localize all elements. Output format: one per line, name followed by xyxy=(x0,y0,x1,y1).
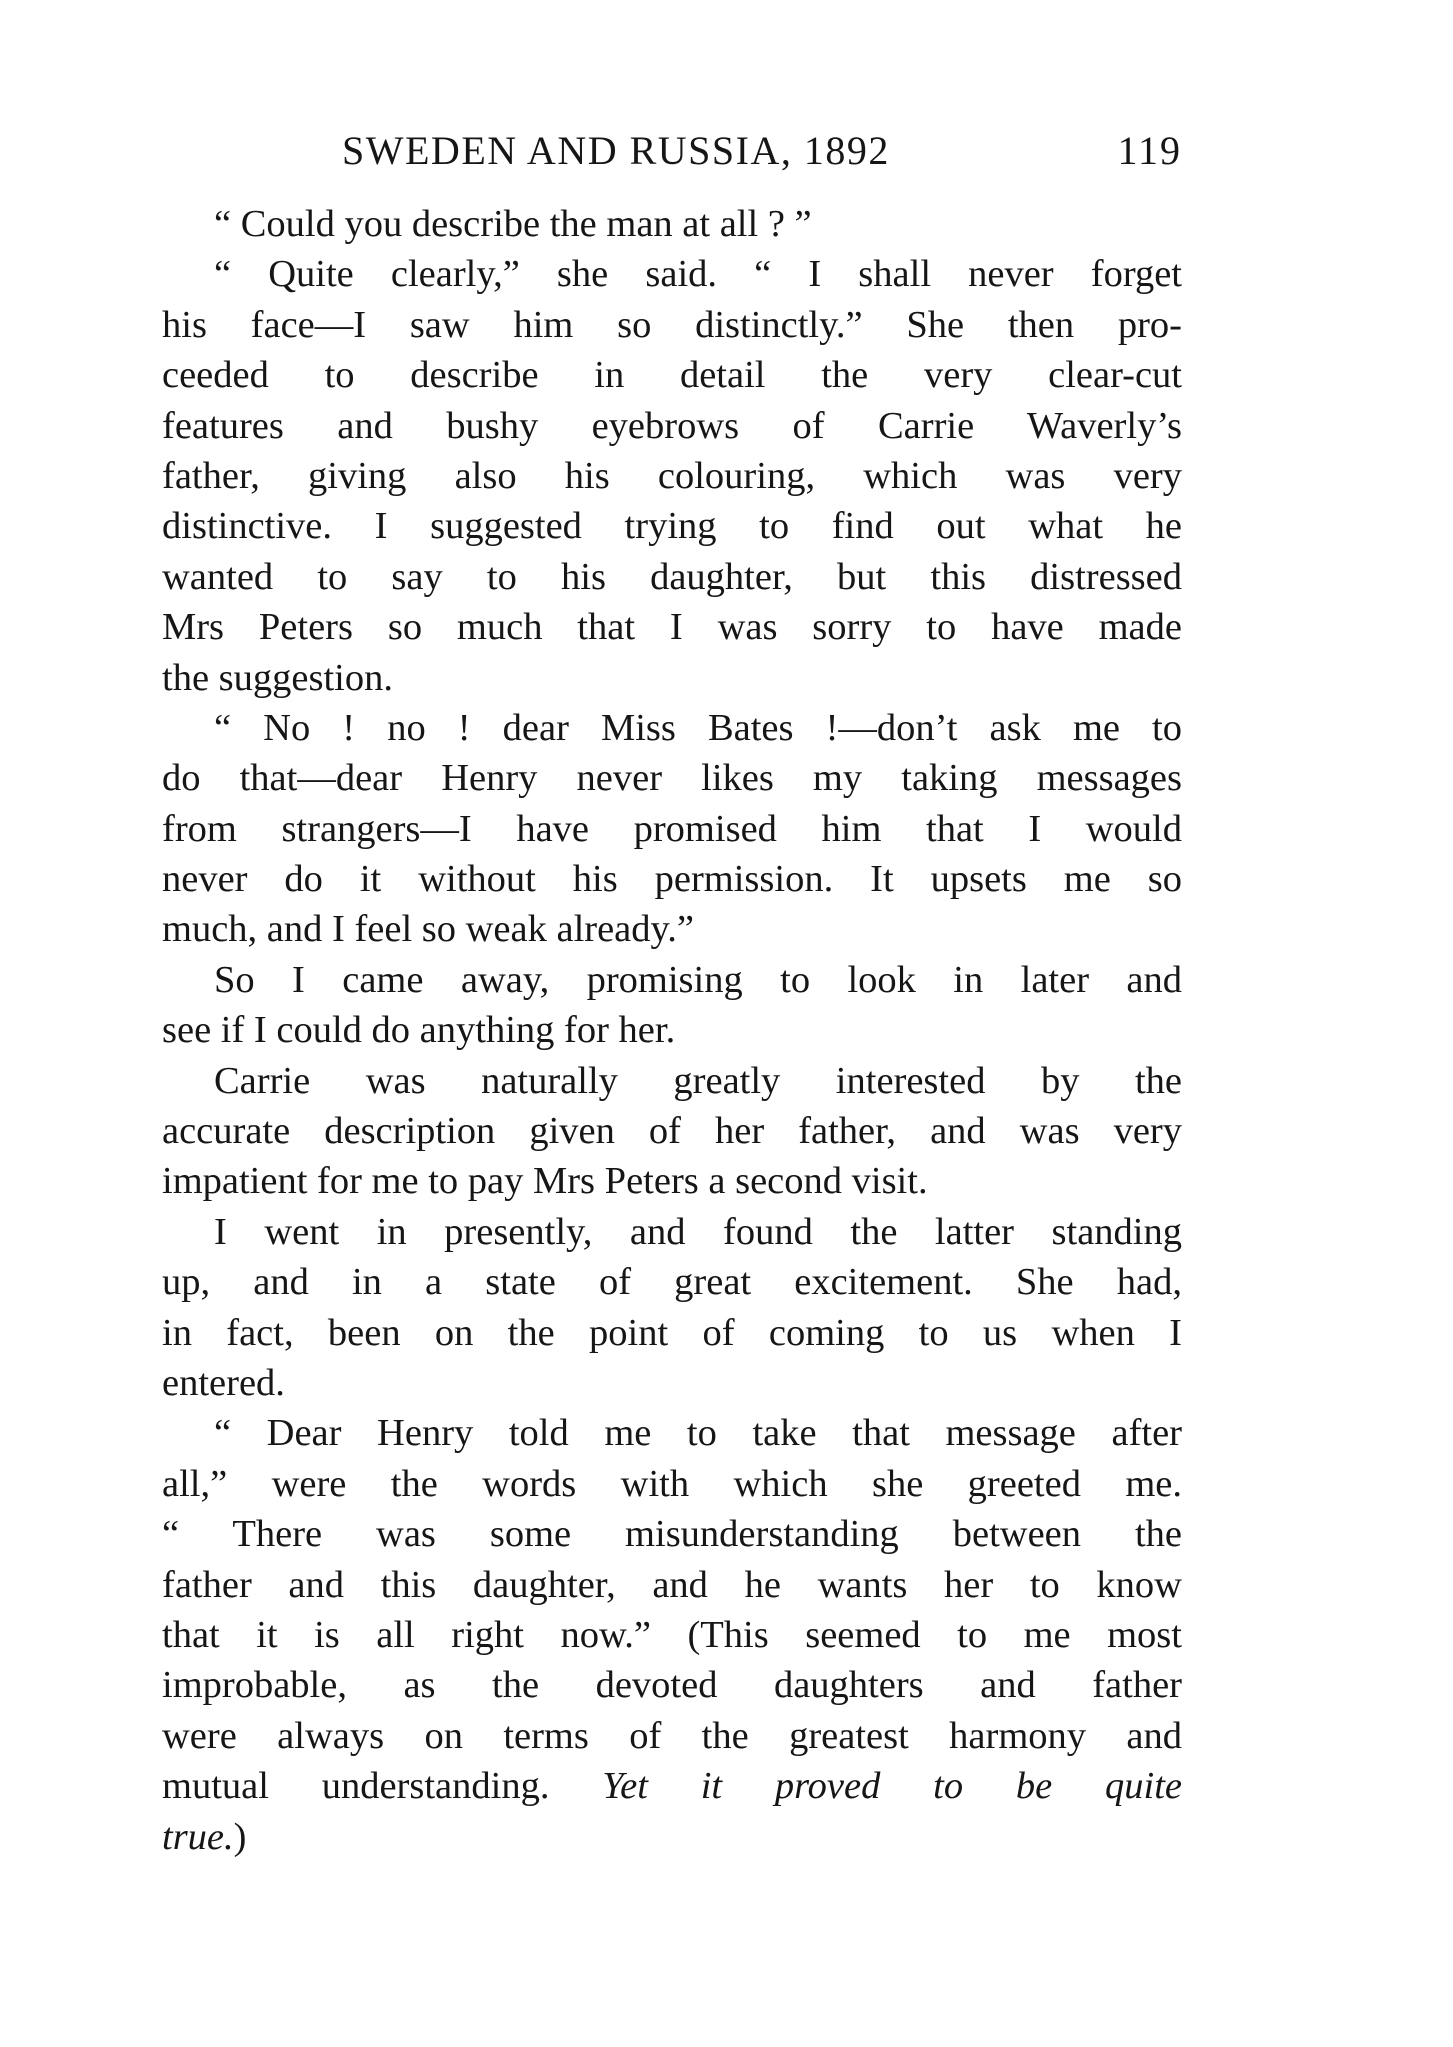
text-line: father and this daughter, and he wants her to know xyxy=(162,1563,1182,1606)
text-line: I went in presently, and found the latter standing xyxy=(214,1210,1182,1253)
text-line xyxy=(162,1761,1182,1811)
running-title: SWEDEN AND RUSSIA, 1892 xyxy=(342,128,890,173)
text-line: ceeded to describe in detail the very clear-cut xyxy=(162,354,1182,397)
text-line: So I came away, promising to look in later and xyxy=(214,958,1182,1001)
italic-text-run: true. xyxy=(162,1815,234,1858)
text-line: that it is all right now.” (This seemed to me most xyxy=(162,1613,1182,1656)
text-line: in fact, been on the point of coming to us when I xyxy=(162,1311,1182,1354)
text-line: from strangers—I have promised him that I would xyxy=(162,807,1182,850)
text-line: Carrie was naturally greatly interested by the xyxy=(214,1059,1182,1102)
text-line: were always on terms of the greatest harmony and xyxy=(162,1714,1182,1757)
text-line: wanted to say to his daughter, but this distressed xyxy=(162,555,1182,598)
text-line: up, and in a state of great excitement. She had, xyxy=(162,1261,1182,1304)
text-line: “ No ! no ! dear Miss Bates !—don’t ask me to xyxy=(214,706,1182,749)
text-line: Mrs Peters so much that I was sorry to have made xyxy=(162,606,1182,649)
text-run: ) xyxy=(233,1815,247,1858)
text-line: “ Dear Henry told me to take that message after xyxy=(214,1412,1182,1455)
page-number: 119 xyxy=(1117,128,1182,173)
text-line: father, giving also his colouring, which was very xyxy=(162,454,1182,497)
text-line: “ There was some misunderstanding between the xyxy=(162,1513,1182,1556)
text-line: see if I could do anything for her. xyxy=(162,1009,676,1052)
text-line: impatient for me to pay Mrs Peters a second visit. xyxy=(162,1160,928,1203)
text-line: improbable, as the devoted daughters and father xyxy=(162,1664,1182,1707)
text-line: his face—I saw him so distinctly.” She then pro- xyxy=(162,303,1182,346)
text-line: distinctive. I suggested trying to find out what he xyxy=(162,505,1182,548)
text-line: much, and I feel so weak already.” xyxy=(162,908,694,951)
text-line: entered. xyxy=(162,1361,285,1404)
text-line: the suggestion. xyxy=(162,656,393,699)
text-line: features and bushy eyebrows of Carrie Waverly’s xyxy=(162,404,1182,447)
italic-text-run: Yet it proved to be quite xyxy=(602,1765,1182,1808)
body-text xyxy=(162,199,1182,1862)
running-header xyxy=(162,124,1182,184)
text-line: accurate description given of her father, and was very xyxy=(162,1110,1182,1153)
text-line: all,” were the words with which she greeted me. xyxy=(162,1462,1182,1505)
text-line: do that—dear Henry never likes my taking messages xyxy=(162,757,1182,800)
text-line xyxy=(162,1812,1182,1862)
text-line: “ Could you describe the man at all ? ” xyxy=(214,203,812,245)
text-line: “ Quite clearly,” she said. “ I shall never forget xyxy=(214,253,1182,296)
text-run: mutual understanding. xyxy=(162,1765,603,1808)
text-line: never do it without his permission. It upsets me so xyxy=(162,858,1182,901)
